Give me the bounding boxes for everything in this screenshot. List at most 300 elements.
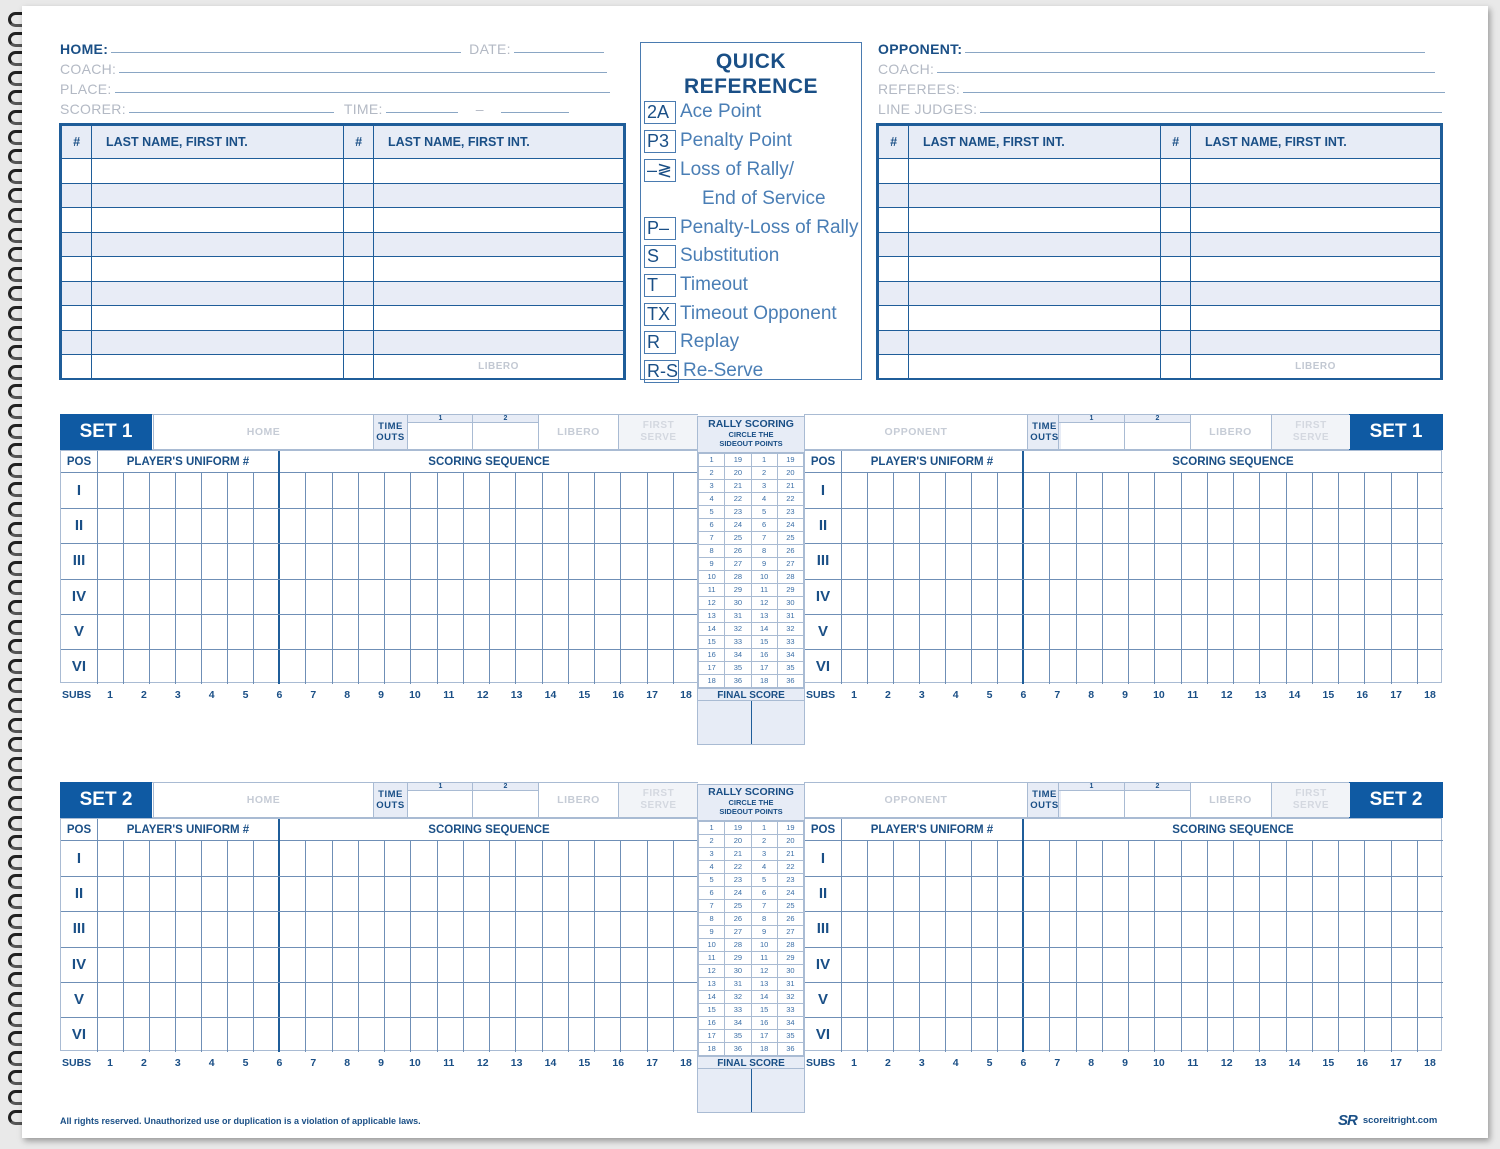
point-cell[interactable]: 8 [699,545,725,558]
player-name-cell[interactable] [92,306,344,331]
point-cell[interactable]: 23 [777,506,803,519]
point-cell[interactable]: 33 [777,1004,803,1017]
point-cell[interactable]: 18 [751,675,777,688]
opponent-final-score-box[interactable] [751,1069,805,1112]
point-cell[interactable]: 25 [725,900,751,913]
player-name-cell[interactable] [1191,306,1441,331]
point-cell[interactable]: 14 [699,623,725,636]
uniform-header: PLAYER'S UNIFORM # [97,451,279,473]
first-serve-box[interactable]: FIRST SERVE [618,415,698,449]
player-name-cell[interactable] [909,159,1161,184]
player-number-cell[interactable] [1161,281,1191,306]
player-number-cell[interactable] [344,306,374,331]
subs-label: SUBS [62,689,92,702]
player-number-cell[interactable] [62,159,92,184]
point-cell[interactable]: 17 [751,662,777,675]
player-number-cell[interactable] [879,355,909,380]
player-name-cell[interactable] [1191,257,1441,282]
point-cell[interactable]: 20 [777,467,803,480]
point-cell[interactable]: 17 [751,1030,777,1043]
player-name-cell[interactable] [374,208,624,233]
pos-header: POS [61,451,97,473]
point-cell[interactable]: 20 [777,835,803,848]
point-cell[interactable]: 36 [725,675,751,688]
timeout-box[interactable] [472,415,538,449]
point-cell[interactable]: 16 [699,649,725,662]
point-cell[interactable]: 31 [725,610,751,623]
point-cell[interactable]: 17 [699,1030,725,1043]
sub-number: 17 [1390,1057,1402,1070]
qref-label: Substitution [680,245,780,266]
point-cell[interactable]: 4 [751,493,777,506]
point-cell[interactable]: 10 [699,571,725,584]
home-final-score-box[interactable] [698,1069,751,1112]
opponent-name-field[interactable] [878,39,1425,57]
point-cell[interactable]: 24 [725,519,751,532]
point-cell[interactable]: 3 [699,848,725,861]
point-cell[interactable]: 23 [725,874,751,887]
point-cell[interactable]: 34 [725,1017,751,1030]
point-cell[interactable]: 29 [725,584,751,597]
point-cell[interactable]: 8 [751,913,777,926]
sub-number: 2 [140,689,147,702]
point-cell[interactable]: 26 [725,913,751,926]
point-cell[interactable]: 16 [751,649,777,662]
point-cell[interactable]: 33 [725,1004,751,1017]
player-name-cell[interactable] [1191,183,1441,208]
sub-number: 1 [107,1057,113,1070]
player-name-cell[interactable] [92,330,344,355]
roster-row [879,208,1441,233]
point-cell[interactable]: 6 [699,887,725,900]
point-cell[interactable]: 18 [699,1043,725,1056]
sub-number: 5 [242,1057,249,1070]
player-name-cell[interactable] [374,257,624,282]
line-judges-field[interactable] [878,99,1442,117]
roster-row [879,159,1441,184]
player-name-cell[interactable] [374,159,624,184]
point-cell[interactable]: 14 [751,991,777,1004]
point-cell[interactable]: 31 [777,610,803,623]
player-name-cell[interactable] [92,281,344,306]
roster-row [62,257,624,282]
player-name-cell[interactable] [92,208,344,233]
player-name-cell[interactable] [92,232,344,257]
position-label: I [76,482,82,499]
player-number-cell[interactable] [879,232,909,257]
point-cell[interactable]: 30 [725,597,751,610]
point-cell[interactable]: 28 [777,571,803,584]
sub-number: 4 [952,1057,959,1070]
player-number-cell[interactable] [344,208,374,233]
player-number-cell[interactable] [62,208,92,233]
timeout-box[interactable] [1124,783,1190,817]
point-cell[interactable]: 9 [699,558,725,571]
player-name-cell[interactable] [909,183,1161,208]
home-coach-field[interactable] [60,59,607,77]
point-cell[interactable]: 35 [725,662,751,675]
qref-item [644,100,761,124]
point-cell[interactable]: 5 [751,874,777,887]
point-cell[interactable]: 4 [699,493,725,506]
num-header: # [344,126,374,159]
sub-number: 14 [1288,1057,1301,1070]
player-name-cell[interactable] [92,257,344,282]
point-cell[interactable]: 15 [699,636,725,649]
player-number-cell[interactable] [344,281,374,306]
point-cell[interactable]: 20 [725,467,751,480]
point-cell[interactable]: 3 [751,480,777,493]
player-number-cell[interactable] [1161,355,1191,380]
libero-cell[interactable]: LIBERO [1191,355,1441,380]
point-cell[interactable]: 27 [725,926,751,939]
sub-number: 16 [612,1057,625,1070]
point-cell[interactable]: 34 [777,649,803,662]
player-number-cell[interactable] [879,330,909,355]
point-cell[interactable]: 2 [751,835,777,848]
point-cell[interactable]: 19 [777,454,803,467]
roster-row [879,232,1441,257]
point-cell[interactable]: 3 [751,848,777,861]
sub-number: 5 [986,1057,993,1070]
point-cell[interactable]: 10 [699,939,725,952]
player-number-cell[interactable] [1161,257,1191,282]
point-cell[interactable]: 22 [777,861,803,874]
scoring-header: SCORING SEQUENCE [279,451,699,473]
referees-label: REFEREES: [878,81,961,97]
player-number-cell[interactable] [1161,159,1191,184]
player-number-cell[interactable] [62,183,92,208]
point-cell[interactable]: 10 [751,571,777,584]
point-cell[interactable]: 26 [777,913,803,926]
sub-number: 10 [409,1057,421,1070]
opponent-team-field[interactable]: OPPONENT [884,426,948,438]
point-cell[interactable]: 27 [777,558,803,571]
qref-item [644,302,837,326]
point-cell[interactable]: 32 [725,991,751,1004]
sub-number: 9 [1122,1057,1128,1070]
point-cell[interactable]: 14 [751,623,777,636]
point-cell[interactable]: 19 [725,822,751,835]
point-cell[interactable]: 11 [699,584,725,597]
point-cell[interactable]: 26 [725,545,751,558]
first-serve-box[interactable]: FIRST SERVE [1271,783,1350,817]
sub-number: 6 [1020,689,1027,702]
home-name-field[interactable] [60,39,604,57]
qref-label: Loss of Rally/ [680,159,795,180]
point-cell[interactable]: 13 [751,610,777,623]
sub-number: 13 [510,1057,523,1070]
player-number-cell[interactable] [1161,183,1191,208]
libero-field[interactable]: LIBERO [1190,415,1270,449]
coach-label: COACH: [878,61,935,77]
point-cell[interactable]: 24 [725,887,751,900]
point-cell[interactable]: 11 [699,952,725,965]
point-cell[interactable]: 28 [777,939,803,952]
player-number-cell[interactable] [344,330,374,355]
player-name-cell[interactable] [374,281,624,306]
player-number-cell[interactable] [879,257,909,282]
point-cell[interactable]: 27 [777,926,803,939]
point-cell[interactable]: 36 [777,675,803,688]
timeout-box[interactable] [1058,783,1124,817]
point-cell[interactable]: 11 [751,584,777,597]
uniform-header: PLAYER'S UNIFORM # [97,819,279,841]
point-cell[interactable]: 16 [699,1017,725,1030]
sub-number: 5 [242,689,249,702]
point-cell[interactable]: 32 [777,623,803,636]
point-cell[interactable]: 9 [699,926,725,939]
point-cell[interactable]: 7 [699,532,725,545]
point-cell[interactable]: 25 [777,900,803,913]
sub-number: 10 [409,689,421,702]
roster-row [62,183,624,208]
point-cell[interactable]: 12 [751,597,777,610]
player-number-cell[interactable] [1161,330,1191,355]
player-number-cell[interactable] [62,306,92,331]
opponent-final-score-box[interactable] [751,701,805,744]
libero-field[interactable]: LIBERO [1190,783,1270,817]
player-number-cell[interactable] [62,330,92,355]
point-cell[interactable]: 6 [751,887,777,900]
point-cell[interactable]: 22 [725,493,751,506]
player-name-cell[interactable] [374,306,624,331]
qref-code-icon: R-S [644,360,679,383]
player-name-cell[interactable] [92,159,344,184]
point-cell[interactable]: 7 [699,900,725,913]
player-name-cell[interactable] [909,208,1161,233]
libero-field[interactable]: LIBERO [538,783,618,817]
point-cell[interactable]: 9 [751,558,777,571]
point-cell[interactable]: 18 [699,675,725,688]
point-cell[interactable]: 33 [725,636,751,649]
point-cell[interactable]: 30 [777,965,803,978]
sub-number: 18 [1424,1057,1436,1070]
home-scoring-grid [60,818,698,1051]
point-cell[interactable]: 14 [699,991,725,1004]
player-name-cell[interactable] [909,330,1161,355]
point-cell[interactable]: 35 [725,1030,751,1043]
point-cell[interactable]: 31 [777,978,803,991]
point-cell[interactable]: 18 [751,1043,777,1056]
opponent-scoring-grid [804,450,1442,683]
point-cell[interactable]: 12 [751,965,777,978]
point-cell[interactable]: 21 [777,480,803,493]
point-cell[interactable]: 1 [699,822,725,835]
sub-number: 2 [884,689,891,702]
point-cell[interactable]: 30 [777,597,803,610]
point-cell[interactable]: 1 [699,454,725,467]
point-cell[interactable]: 3 [699,480,725,493]
point-cell[interactable]: 2 [751,467,777,480]
point-cell[interactable]: 1 [751,822,777,835]
point-cell[interactable]: 15 [751,1004,777,1017]
player-number-cell[interactable] [879,159,909,184]
opponent-coach-field[interactable] [878,59,1435,77]
home-roster-table [59,123,626,380]
position-label: V [817,622,828,640]
home-final-score-box[interactable] [698,701,751,744]
first-serve-box[interactable]: FIRST SERVE [618,783,698,817]
point-cell[interactable]: 12 [699,597,725,610]
player-name-cell[interactable] [909,355,1161,380]
point-cell[interactable]: 13 [699,978,725,991]
player-number-cell[interactable] [62,257,92,282]
point-cell[interactable]: 17 [699,662,725,675]
home-scoring-grid [60,450,698,683]
point-cell[interactable]: 9 [751,926,777,939]
point-cell[interactable]: 15 [699,1004,725,1017]
timeout-box[interactable] [472,783,538,817]
player-name-cell[interactable] [1191,159,1441,184]
player-number-cell[interactable] [344,183,374,208]
player-name-cell[interactable] [374,232,624,257]
first-serve-box[interactable]: FIRST SERVE [1271,415,1350,449]
point-cell[interactable]: 24 [777,887,803,900]
point-cell[interactable]: 28 [725,571,751,584]
player-name-cell[interactable] [1191,208,1441,233]
point-cell[interactable]: 22 [725,861,751,874]
point-cell[interactable]: 34 [777,1017,803,1030]
point-cell[interactable]: 4 [751,861,777,874]
player-number-cell[interactable] [62,355,92,380]
point-cell[interactable]: 28 [725,939,751,952]
point-cell[interactable]: 35 [777,1030,803,1043]
qref-item [644,187,826,211]
player-number-cell[interactable] [62,281,92,306]
sub-number: 2 [140,1057,147,1070]
place-field[interactable] [60,79,610,97]
timeout-number: 1 [1059,783,1124,791]
point-cell[interactable]: 4 [699,861,725,874]
player-number-cell[interactable] [344,232,374,257]
player-number-cell[interactable] [344,159,374,184]
point-cell[interactable]: 10 [751,939,777,952]
player-number-cell[interactable] [1161,232,1191,257]
point-cell[interactable]: 24 [777,519,803,532]
player-name-cell[interactable] [92,183,344,208]
position-label: VI [71,1026,87,1043]
player-name-cell[interactable] [909,281,1161,306]
point-cell[interactable]: 29 [777,952,803,965]
point-cell[interactable]: 7 [751,900,777,913]
point-cell[interactable]: 23 [725,506,751,519]
sub-number: 17 [646,689,658,702]
point-cell[interactable]: 30 [725,965,751,978]
point-cell[interactable]: 21 [725,848,751,861]
point-cell[interactable]: 6 [699,519,725,532]
point-cell[interactable]: 36 [777,1043,803,1056]
player-name-cell[interactable] [909,232,1161,257]
num-header: # [62,126,92,159]
point-cell[interactable]: 35 [777,662,803,675]
position-label: VI [815,1026,831,1043]
point-cell[interactable]: 25 [725,532,751,545]
player-number-cell[interactable] [879,183,909,208]
point-cell[interactable]: 27 [725,558,751,571]
player-number-cell[interactable] [1161,306,1191,331]
player-number-cell[interactable] [62,232,92,257]
point-cell[interactable]: 32 [777,991,803,1004]
player-name-cell[interactable] [92,355,344,380]
scorer-field[interactable] [60,99,569,117]
num-header: # [879,126,909,159]
point-cell[interactable]: 8 [699,913,725,926]
libero-cell[interactable]: LIBERO [374,355,624,380]
point-cell[interactable]: 5 [699,506,725,519]
point-cell[interactable]: 13 [751,978,777,991]
point-cell[interactable]: 11 [751,952,777,965]
point-cell[interactable]: 19 [725,454,751,467]
player-number-cell[interactable] [879,281,909,306]
qref-code-icon: S [644,245,676,268]
player-number-cell[interactable] [879,208,909,233]
player-number-cell[interactable] [344,355,374,380]
player-name-cell[interactable] [374,330,624,355]
player-name-cell[interactable] [1191,232,1441,257]
opponent-team-field[interactable]: OPPONENT [884,794,948,806]
point-cell[interactable]: 20 [725,835,751,848]
player-number-cell[interactable] [879,306,909,331]
point-cell[interactable]: 26 [777,545,803,558]
timeout-box[interactable] [407,783,473,817]
point-cell[interactable]: 13 [699,610,725,623]
point-cell[interactable]: 8 [751,545,777,558]
final-score-label: FINAL SCORE [698,1056,804,1069]
point-cell[interactable]: 32 [725,623,751,636]
point-cell[interactable]: 21 [777,848,803,861]
timeout-box[interactable] [1058,415,1124,449]
point-cell[interactable]: 34 [725,649,751,662]
point-cell[interactable]: 31 [725,978,751,991]
point-cell[interactable]: 29 [725,952,751,965]
home-team-field[interactable]: HOME [153,783,373,817]
point-cell[interactable]: 6 [751,519,777,532]
point-cell[interactable]: 2 [699,835,725,848]
point-cell[interactable]: 33 [777,636,803,649]
point-cell[interactable]: 16 [751,1017,777,1030]
point-cell[interactable]: 25 [777,532,803,545]
player-name-cell[interactable] [374,183,624,208]
timeout-box[interactable] [407,415,473,449]
player-name-cell[interactable] [1191,281,1441,306]
player-number-cell[interactable] [1161,208,1191,233]
point-cell[interactable]: 5 [751,506,777,519]
point-cell[interactable]: 1 [751,454,777,467]
sub-number: 6 [1020,1057,1027,1070]
point-cell[interactable]: 15 [751,636,777,649]
point-cell[interactable]: 23 [777,874,803,887]
point-cell[interactable]: 2 [699,467,725,480]
point-cell[interactable]: 21 [725,480,751,493]
player-name-cell[interactable] [909,306,1161,331]
point-cell[interactable]: 36 [725,1043,751,1056]
point-cell[interactable]: 5 [699,874,725,887]
home-team-field[interactable]: HOME [153,415,373,449]
point-cell[interactable]: 29 [777,584,803,597]
position-label: III [816,920,830,938]
point-cell[interactable]: 19 [777,822,803,835]
timeout-box[interactable] [1124,415,1190,449]
player-number-cell[interactable] [344,257,374,282]
player-name-cell[interactable] [1191,330,1441,355]
point-cell[interactable]: 7 [751,532,777,545]
player-name-cell[interactable] [909,257,1161,282]
point-cell[interactable]: 22 [777,493,803,506]
point-cell[interactable]: 12 [699,965,725,978]
libero-field[interactable]: LIBERO [538,415,618,449]
referees-field[interactable] [878,79,1445,97]
